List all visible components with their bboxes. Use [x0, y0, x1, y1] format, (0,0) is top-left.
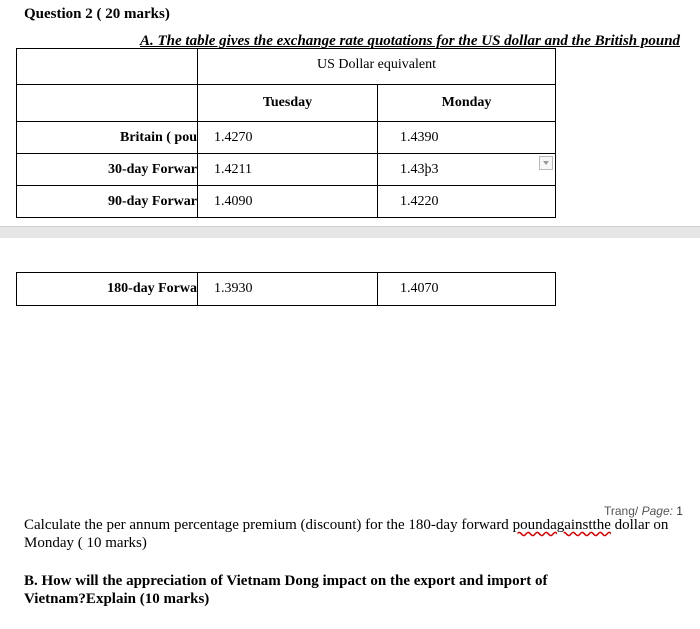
tuesday-value: 1.4090	[198, 186, 378, 218]
question-title: Question 2 ( 20 marks)	[24, 6, 170, 22]
page-label-vn: Trang/	[604, 504, 639, 518]
table-cell-empty	[17, 85, 198, 122]
group-header-cell: US Dollar equivalent	[198, 49, 556, 85]
table-row	[17, 122, 556, 154]
exchange-rate-table-continued	[16, 272, 556, 306]
part-a-title: A. The table gives the exchange rate quotations for the US dollar and the British pound	[140, 33, 681, 49]
cell-dropdown-icon[interactable]	[539, 156, 553, 170]
col-header-tuesday: Tuesday	[198, 85, 378, 122]
tuesday-value: 1.4211	[198, 154, 378, 186]
calc-text-part2: dollar on Monday ( 10 marks)	[24, 517, 669, 551]
row-label: Britain ( pou	[17, 122, 198, 154]
calculation-question	[24, 516, 684, 552]
table-row	[17, 186, 556, 218]
page-number: 1	[676, 504, 683, 518]
table-row	[17, 273, 556, 306]
monday-value: 1.4390	[378, 122, 556, 154]
row-label: 30-day Forwar	[17, 154, 198, 186]
monday-value-editing[interactable]: 1.43þ3	[378, 154, 556, 186]
exchange-rate-table	[16, 48, 556, 218]
tuesday-value: 1.4270	[198, 122, 378, 154]
table-row	[17, 85, 556, 122]
monday-value: 1.4070	[378, 273, 556, 306]
page-break-gap	[0, 226, 700, 238]
spellcheck-flagged-word[interactable]: poundagainstthe	[512, 517, 611, 533]
table-cell-empty	[17, 49, 198, 85]
part-b-question: B. How will the appreciation of Vietnam Dong impact on the export and import of Vietnam?Explain (10 marks)	[24, 573, 548, 607]
page-edge-line	[0, 226, 700, 227]
table-row	[17, 154, 556, 186]
tuesday-value: 1.3930	[198, 273, 378, 306]
row-label: 90-day Forwar	[17, 186, 198, 218]
table-row	[17, 49, 556, 85]
calc-text-part1: Calculate the per annum percentage premium (discount) for the 180-day forward	[24, 517, 513, 533]
col-header-monday: Monday	[378, 85, 556, 122]
monday-value: 1.4220	[378, 186, 556, 218]
row-label: 180-day Forwa	[17, 273, 198, 306]
page-label-en: Page:	[641, 504, 673, 518]
